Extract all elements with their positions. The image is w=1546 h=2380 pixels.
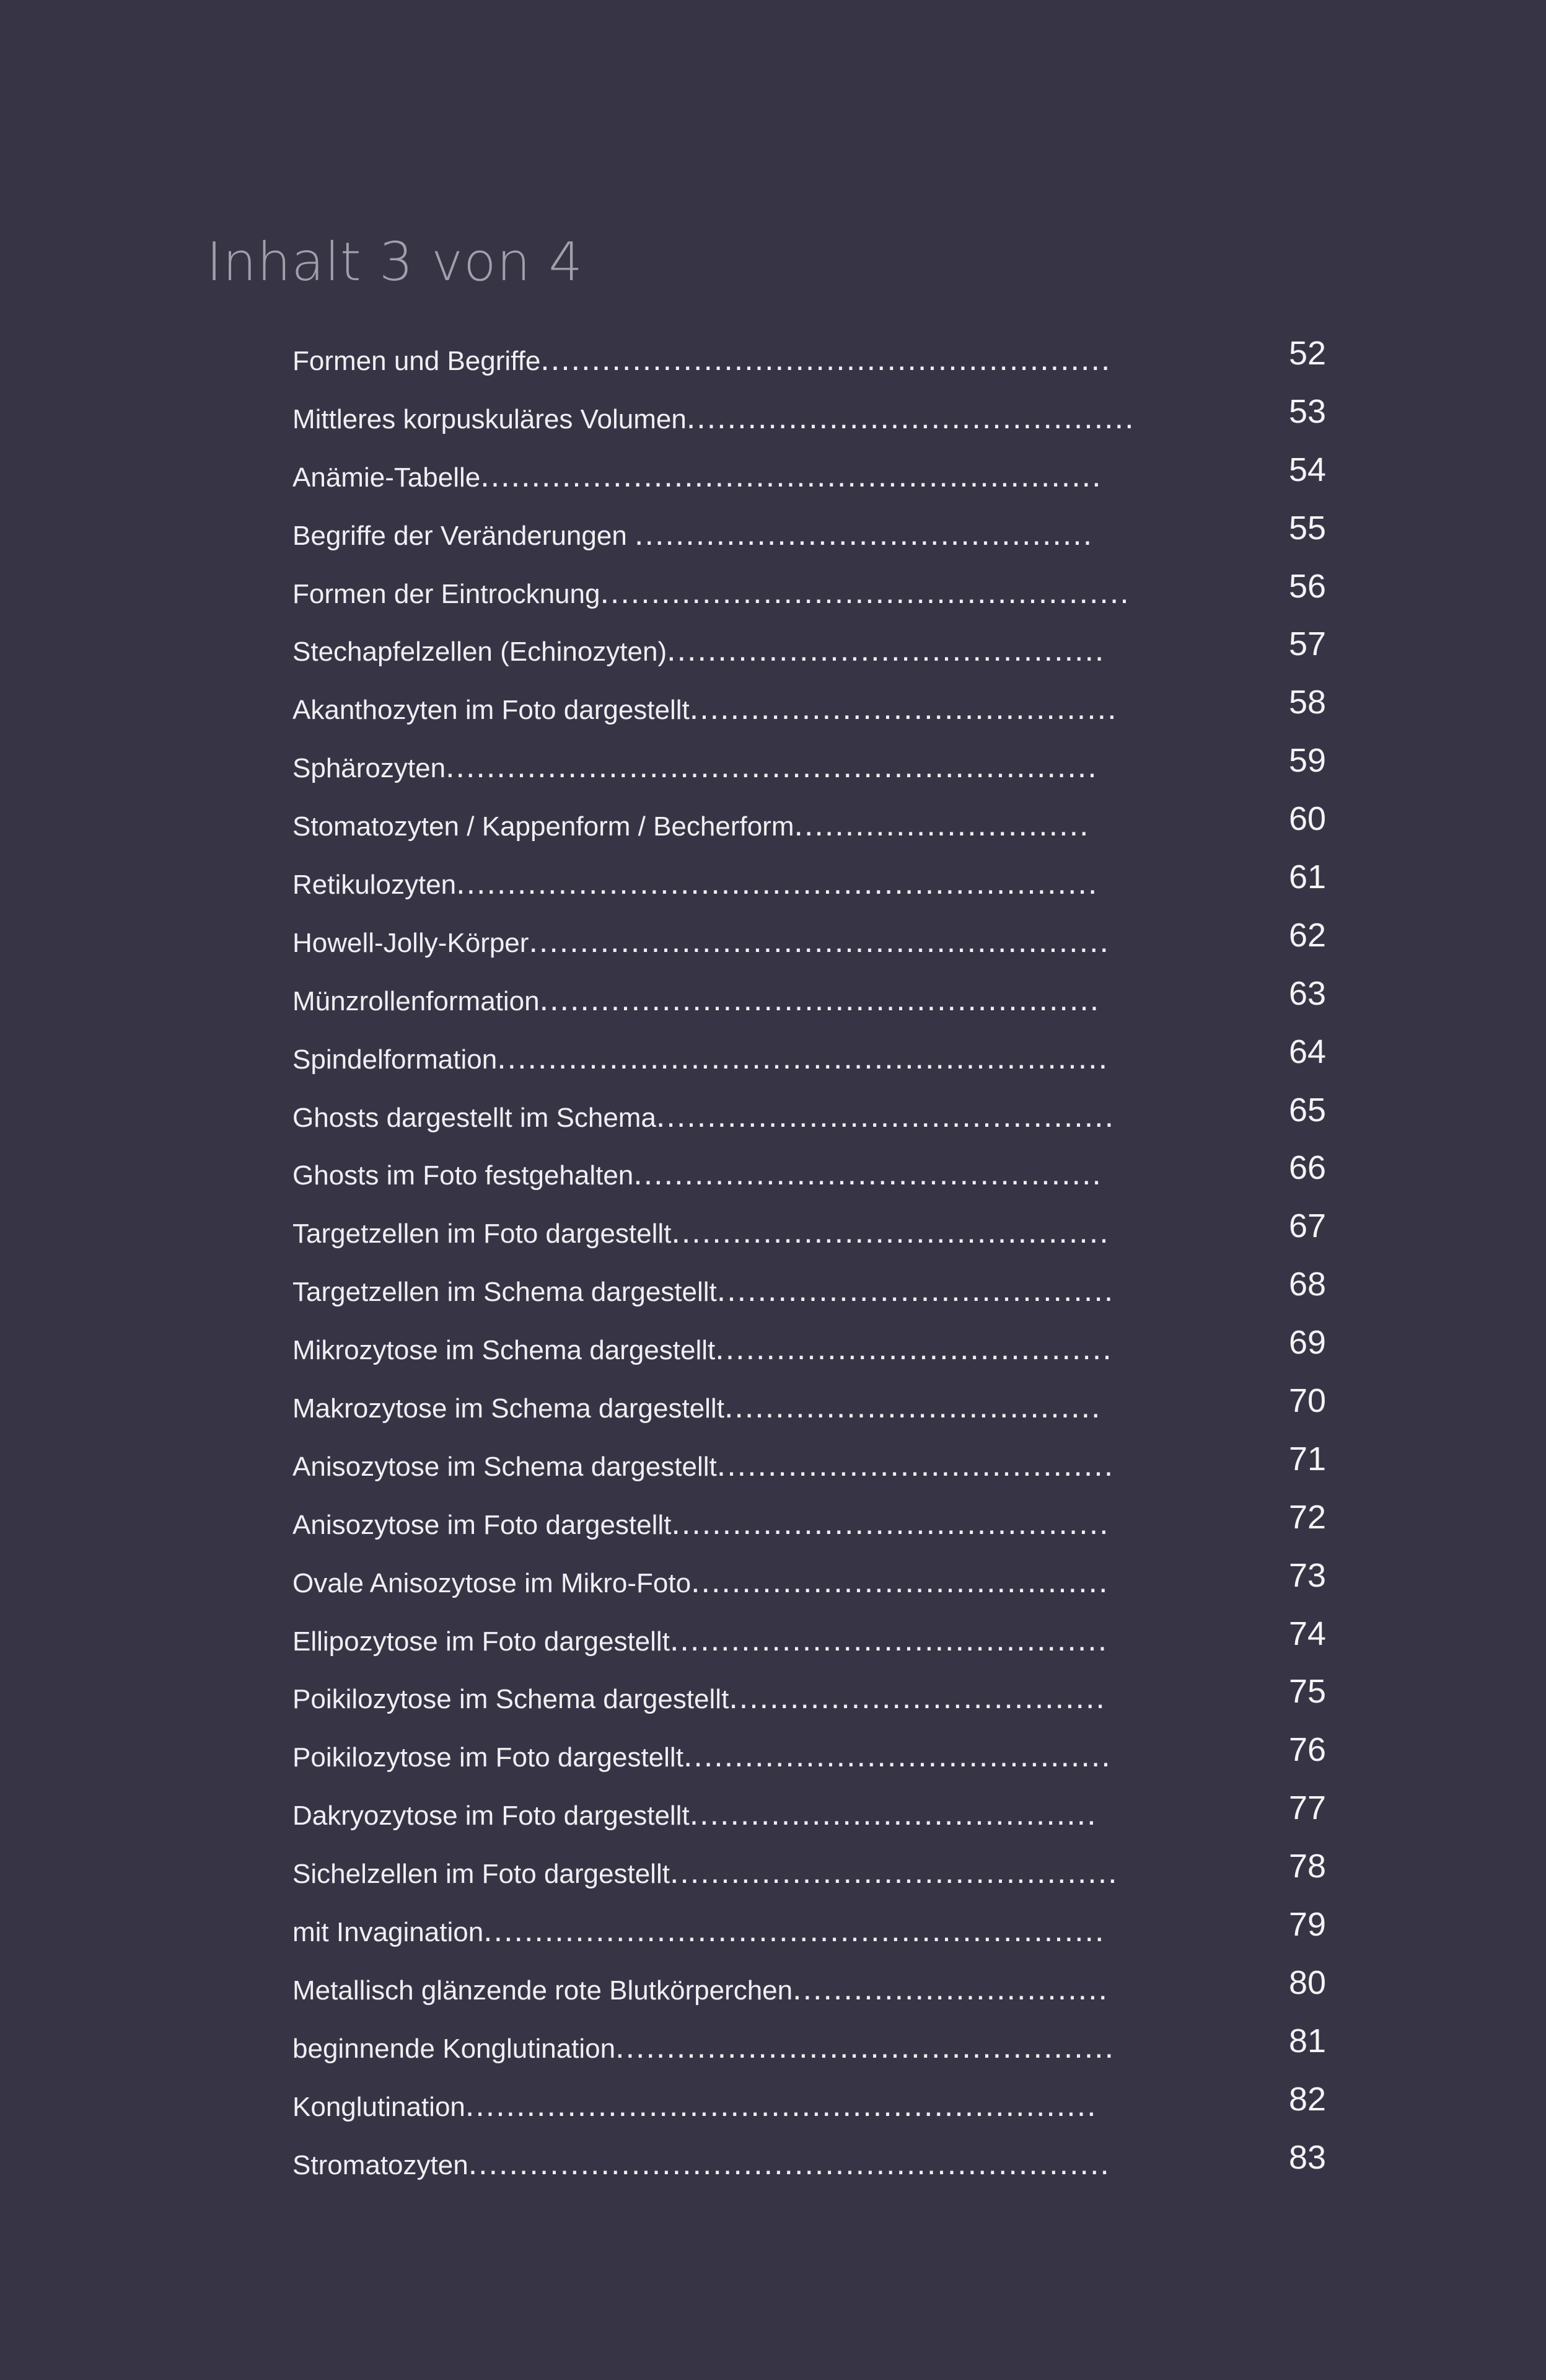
toc-row[interactable] xyxy=(292,1324,1346,1382)
toc-entry-label: Formen und Begriffe xyxy=(292,346,541,376)
toc-page-number: 68 xyxy=(1289,1266,1327,1303)
toc-page-number: 70 xyxy=(1289,1382,1327,1420)
toc-entry xyxy=(292,1623,1172,1659)
toc-page-number: 61 xyxy=(1289,858,1327,896)
toc-page-number: 83 xyxy=(1289,2138,1327,2176)
toc-entry xyxy=(292,1448,1172,1484)
toc-row[interactable] xyxy=(292,509,1346,568)
toc-page-number: 59 xyxy=(1289,742,1327,780)
toc-entry-label: Ovale Anisozytose im Mikro-Foto xyxy=(292,1567,692,1598)
toc-row[interactable] xyxy=(292,1440,1346,1499)
toc-row[interactable] xyxy=(292,1149,1346,1207)
toc-entry-label: Stromatozyten xyxy=(292,2149,468,2180)
toc-row[interactable] xyxy=(292,858,1346,917)
toc-leader-dots: ..................................... xyxy=(724,1390,1102,1426)
toc-leader-dots: ....................................... xyxy=(716,1273,1115,1309)
toc-row[interactable] xyxy=(292,1207,1346,1266)
toc-leader-dots: ......................................... xyxy=(691,1564,1109,1600)
toc-entry-label: Münzrollenformation xyxy=(292,985,540,1016)
toc-entry-label: Stechapfelzellen (Echinozyten) xyxy=(292,637,667,668)
toc-entry-label: Ellipozytose im Foto dargestellt xyxy=(292,1626,670,1657)
toc-page-number: 55 xyxy=(1289,509,1327,547)
toc-entry xyxy=(292,866,1172,902)
toc-entry xyxy=(292,982,1172,1019)
toc-row[interactable] xyxy=(292,1906,1346,1964)
toc-leader-dots: ............................................................. xyxy=(483,1913,1105,1949)
toc-entry xyxy=(292,342,1172,379)
toc-entry xyxy=(292,633,1172,669)
toc-row[interactable] xyxy=(292,335,1346,393)
toc-leader-dots: ............................................. xyxy=(635,516,1094,552)
toc-page-number: 56 xyxy=(1289,567,1327,605)
toc-entry-label: beginnende Konglutination xyxy=(292,2033,616,2064)
toc-leader-dots: ........................................... xyxy=(671,1215,1110,1251)
toc-entry xyxy=(292,1972,1172,2008)
toc-leader-dots: ............................................. xyxy=(656,1098,1115,1134)
toc-page-number: 65 xyxy=(1289,1091,1327,1129)
toc-page-number: 69 xyxy=(1289,1324,1327,1362)
toc-leader-dots: .......................................... xyxy=(689,691,1118,727)
toc-entry xyxy=(292,1680,1172,1717)
toc-row[interactable] xyxy=(292,1673,1346,1731)
toc-page-number: 54 xyxy=(1289,451,1327,488)
toc-leader-dots: ........................................... xyxy=(671,1505,1110,1541)
toc-entry xyxy=(292,691,1172,728)
toc-leader-dots: ......................................................... xyxy=(529,923,1110,959)
toc-entry xyxy=(292,459,1172,495)
toc-page-number: 64 xyxy=(1289,1033,1327,1070)
toc-page-number: 82 xyxy=(1289,2080,1327,2118)
toc-entry xyxy=(292,1506,1172,1543)
toc-page-number: 62 xyxy=(1289,916,1327,954)
toc-entry xyxy=(292,517,1172,553)
toc-leader-dots: ............................................................. xyxy=(480,458,1102,494)
toc-page-number: 60 xyxy=(1289,800,1327,838)
toc-leader-dots: ................................................. xyxy=(615,2029,1115,2065)
table-of-contents xyxy=(292,335,1346,2197)
toc-leader-dots: .................................................... xyxy=(600,575,1130,610)
toc-entry-label: Poikilozytose im Foto dargestellt xyxy=(292,1742,683,1773)
toc-page-number: 66 xyxy=(1289,1149,1327,1187)
toc-entry-label: Anämie-Tabelle xyxy=(292,462,481,493)
toc-entry-label: Ghosts im Foto festgehalten xyxy=(292,1160,634,1191)
toc-entry xyxy=(292,1041,1172,1077)
toc-row[interactable] xyxy=(292,1557,1346,1615)
toc-leader-dots: ....................................... xyxy=(716,1447,1115,1483)
toc-page-number: 76 xyxy=(1289,1731,1327,1769)
toc-entry-label: Targetzellen im Foto dargestellt xyxy=(292,1219,672,1250)
toc-page-number: 77 xyxy=(1289,1789,1327,1827)
toc-page-number: 75 xyxy=(1289,1673,1327,1711)
toc-leader-dots: ....................................... xyxy=(715,1331,1113,1367)
toc-entry-label: Ghosts dargestellt im Schema xyxy=(292,1102,656,1133)
toc-leader-dots: .............................................. xyxy=(633,1157,1102,1192)
toc-page-number: 78 xyxy=(1289,1848,1327,1885)
toc-row[interactable] xyxy=(292,2022,1346,2081)
toc-leader-dots: ........................................... xyxy=(669,1622,1109,1658)
toc-entry xyxy=(292,1215,1172,1251)
toc-entry xyxy=(292,1564,1172,1601)
toc-page-number: 57 xyxy=(1289,625,1327,663)
toc-entry xyxy=(292,1797,1172,1833)
toc-entry-label: Sphärozyten xyxy=(292,753,446,784)
toc-entry xyxy=(292,808,1172,844)
toc-leader-dots: ............................. xyxy=(794,808,1090,844)
toc-entry-label: Anisozytose im Foto dargestellt xyxy=(292,1509,672,1540)
toc-leader-dots: ....................................................... xyxy=(539,982,1100,1018)
toc-row[interactable] xyxy=(292,917,1346,975)
toc-entry xyxy=(292,2030,1172,2066)
toc-leader-dots: ............................................................... xyxy=(456,866,1099,902)
toc-page-number: 72 xyxy=(1289,1498,1327,1536)
toc-page-number: 80 xyxy=(1289,1963,1327,2001)
toc-page-number: 79 xyxy=(1289,1906,1327,1944)
toc-leader-dots: .......................................... xyxy=(683,1739,1112,1774)
toc-entry-label: Poikilozytose im Schema dargestellt xyxy=(292,1684,729,1715)
toc-page-number: 63 xyxy=(1289,974,1327,1012)
toc-entry-label: Retikulozyten xyxy=(292,870,457,901)
toc-entry xyxy=(292,749,1172,786)
toc-entry xyxy=(292,1739,1172,1775)
toc-row[interactable] xyxy=(292,568,1346,626)
toc-row[interactable] xyxy=(292,1033,1346,1091)
toc-leader-dots: ............................................ xyxy=(686,400,1135,436)
toc-leader-dots: ........................................ xyxy=(689,1797,1097,1833)
toc-entry-label: Targetzellen im Schema dargestellt xyxy=(292,1277,717,1308)
toc-entry-label: Makrozytose im Schema dargestellt xyxy=(292,1393,724,1424)
toc-row[interactable] xyxy=(292,1382,1346,1440)
toc-row[interactable] xyxy=(292,1731,1346,1789)
toc-page-number: 67 xyxy=(1289,1207,1327,1245)
toc-entry-label: Spindelformation xyxy=(292,1044,498,1075)
toc-leader-dots: ............................................................... xyxy=(468,2146,1110,2182)
toc-entry-label: Metallisch glänzende rote Blutkörperchen xyxy=(292,1975,793,2006)
toc-row[interactable] xyxy=(292,742,1346,800)
toc-row[interactable] xyxy=(292,684,1346,742)
toc-row[interactable] xyxy=(292,2081,1346,2139)
toc-entry-label: Sichelzellen im Foto dargestellt xyxy=(292,1859,670,1890)
toc-leader-dots: ........................................... xyxy=(667,633,1105,669)
toc-row[interactable] xyxy=(292,975,1346,1033)
toc-entry-label: Konglutination xyxy=(292,2091,465,2122)
toc-entry xyxy=(292,1157,1172,1193)
toc-entry-label: Anisozytose im Schema dargestellt xyxy=(292,1451,717,1482)
toc-leader-dots: ................................................................ xyxy=(446,749,1098,785)
toc-page-number: 58 xyxy=(1289,684,1327,721)
toc-leader-dots: .............................................................. xyxy=(465,2087,1097,2123)
toc-row[interactable] xyxy=(292,1499,1346,1557)
toc-entry-label: Howell-Jolly-Körper xyxy=(292,927,529,958)
toc-entry xyxy=(292,2088,1172,2125)
toc-page-number: 53 xyxy=(1289,392,1327,430)
toc-entry xyxy=(292,2146,1172,2183)
toc-row[interactable] xyxy=(292,451,1346,509)
toc-page-number: 71 xyxy=(1289,1440,1327,1478)
toc-entry xyxy=(292,1331,1172,1368)
toc-row[interactable] xyxy=(292,1091,1346,1150)
toc-row[interactable] xyxy=(292,1266,1346,1324)
toc-entry-label: Mittleres korpuskuläres Volumen xyxy=(292,403,687,434)
toc-entry xyxy=(292,1855,1172,1892)
toc-page-number: 74 xyxy=(1289,1615,1327,1652)
toc-leader-dots: ........................................................ xyxy=(540,342,1112,377)
toc-row[interactable] xyxy=(292,1789,1346,1848)
toc-entry xyxy=(292,1390,1172,1426)
toc-entry-label: Stomatozyten / Kappenform / Becherform xyxy=(292,811,794,842)
toc-row[interactable] xyxy=(292,625,1346,684)
toc-entry xyxy=(292,575,1172,612)
toc-entry xyxy=(292,924,1172,961)
toc-entry xyxy=(292,1273,1172,1310)
toc-leader-dots: ..................................... xyxy=(729,1680,1106,1716)
toc-entry xyxy=(292,1913,1172,1950)
toc-row[interactable] xyxy=(292,800,1346,858)
toc-row[interactable] xyxy=(292,2139,1346,2197)
toc-entry-label: Dakryozytose im Foto dargestellt xyxy=(292,1800,690,1831)
toc-entry-label: Akanthozyten im Foto dargestellt xyxy=(292,695,690,726)
toc-entry xyxy=(292,400,1172,437)
toc-row[interactable] xyxy=(292,1848,1346,1906)
toc-page-number: 73 xyxy=(1289,1556,1327,1594)
toc-page-number: 81 xyxy=(1289,2022,1327,2060)
toc-leader-dots: ............................................ xyxy=(669,1855,1118,1891)
toc-page-number: 52 xyxy=(1289,335,1327,372)
toc-entry xyxy=(292,1099,1172,1135)
toc-row[interactable] xyxy=(292,393,1346,451)
toc-row[interactable] xyxy=(292,1964,1346,2022)
page-title: Inhalt 3 von 4 xyxy=(206,231,584,293)
toc-entry-label: Mikrozytose im Schema dargestellt xyxy=(292,1335,716,1366)
toc-leader-dots: ............................... xyxy=(793,1971,1109,2007)
toc-entry-label: Begriffe der Veränderungen xyxy=(292,520,635,551)
toc-entry-label: Formen der Eintrocknung xyxy=(292,578,600,609)
toc-leader-dots: ............................................................ xyxy=(497,1040,1109,1076)
toc-row[interactable] xyxy=(292,1615,1346,1673)
toc-entry-label: mit Invagination xyxy=(292,1917,484,1948)
